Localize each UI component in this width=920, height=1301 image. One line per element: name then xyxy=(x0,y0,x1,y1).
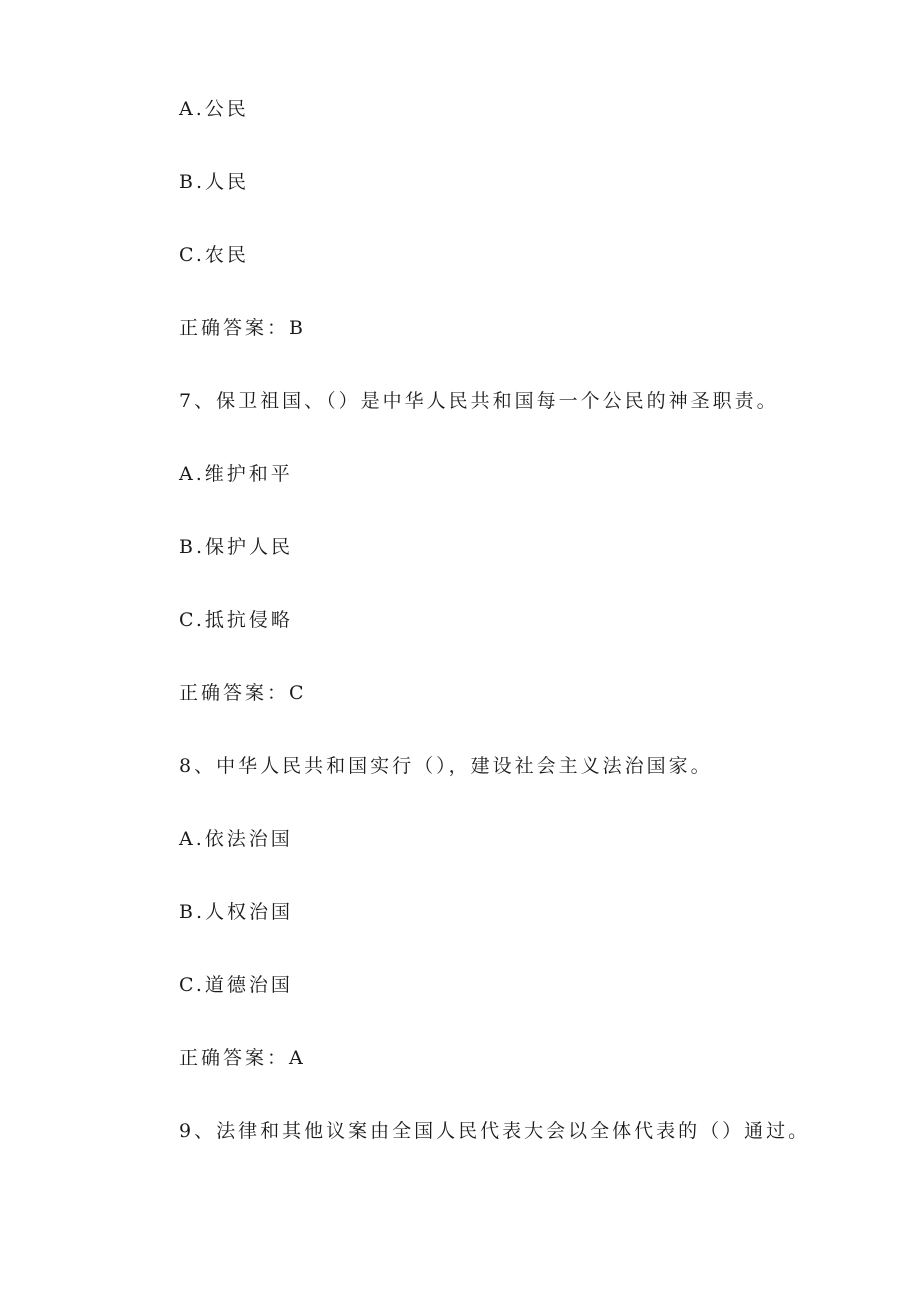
option-c-q6: C.农民 xyxy=(179,244,249,266)
option-a-q6: A.公民 xyxy=(179,98,249,120)
question-9: 9、法律和其他议案由全国人民代表大会以全体代表的（）通过。 xyxy=(179,1120,811,1142)
question-8: 8、中华人民共和国实行（），建设社会主义法治国家。 xyxy=(179,755,713,777)
option-b-q7: B.保护人民 xyxy=(179,536,294,558)
option-c-q8: C.道德治国 xyxy=(179,974,293,996)
answer-q7: 正确答案：C xyxy=(179,682,307,704)
answer-q8: 正确答案：A xyxy=(179,1047,306,1069)
question-7: 7、保卫祖国、（）是中华人民共和国每一个公民的神圣职责。 xyxy=(179,390,779,412)
option-a-q8: A.依法治国 xyxy=(179,828,293,850)
option-b-q6: B.人民 xyxy=(179,171,250,193)
option-b-q8: B.人权治国 xyxy=(179,901,294,923)
option-c-q7: C.抵抗侵略 xyxy=(179,609,293,631)
option-a-q7: A.维护和平 xyxy=(179,463,293,485)
answer-q6: 正确答案：B xyxy=(179,317,306,339)
